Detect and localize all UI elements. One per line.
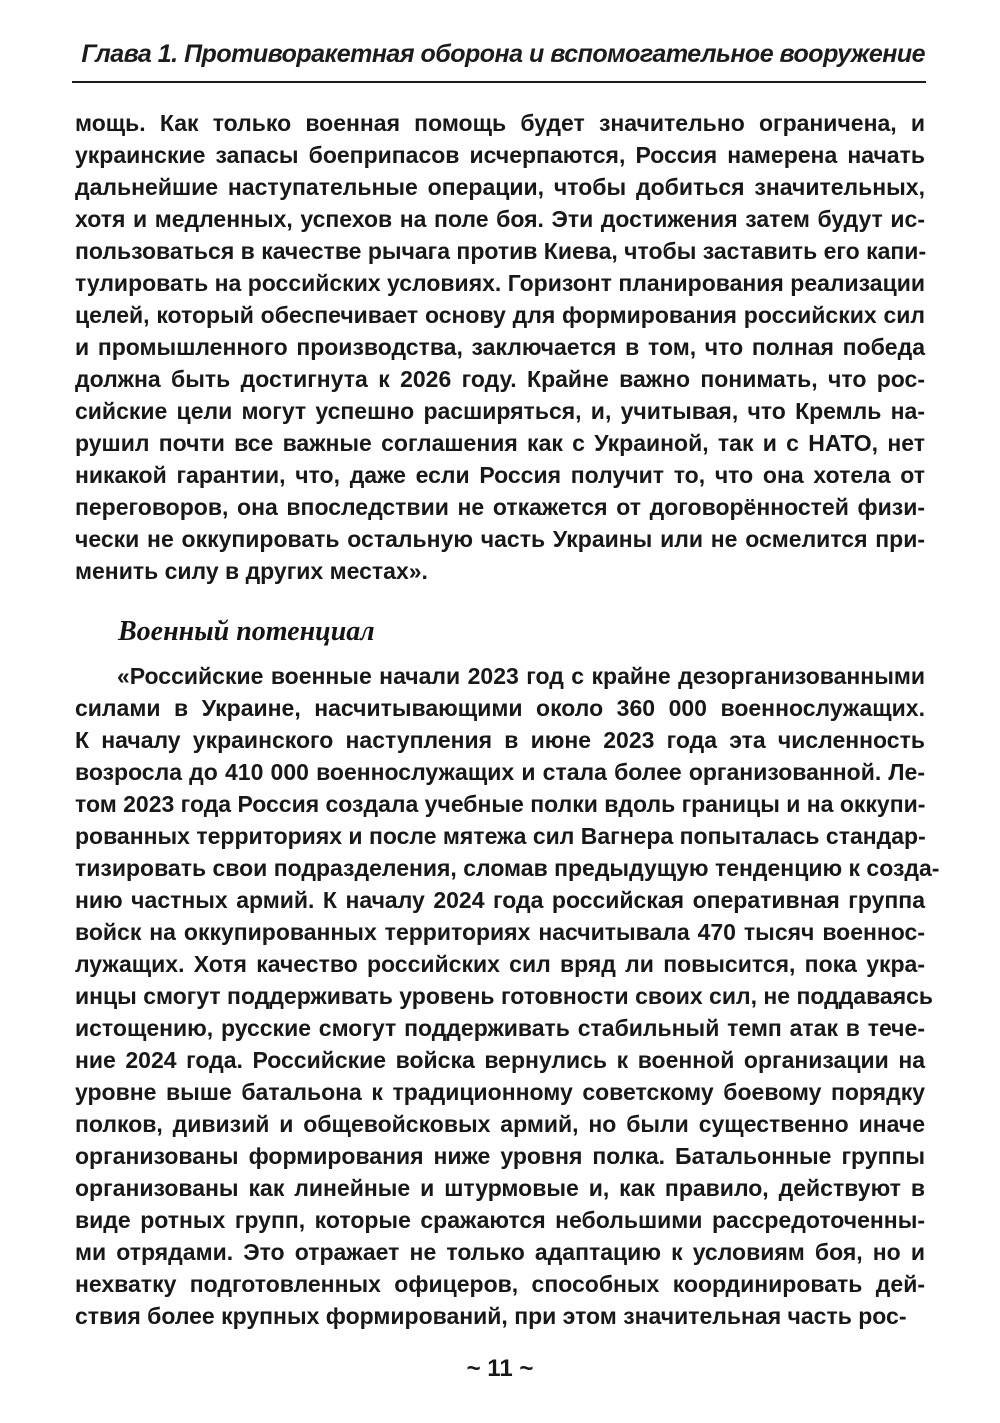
text-line: К началу украинского наступления в июне 2023 года эта численность	[75, 727, 925, 753]
text-line: целей, который обеспечивает основу для формирования российских сил	[75, 302, 925, 328]
text-line: том 2023 года Россия создала учебные полки вдоль границы и на оккупи-	[75, 791, 926, 817]
text-line: организованы как линейные и штурмовые и, как правило, действуют в	[75, 1175, 925, 1201]
paragraph-2	[75, 660, 940, 1332]
header-rule	[72, 81, 926, 83]
text-line: силами в Украине, насчитывающими около 360 000 военнослужащих.	[75, 695, 925, 721]
text-line: уровне выше батальона к традиционному советскому боевому порядку	[75, 1079, 925, 1105]
text-line: хотя и медленных, успехов на поле боя. Эти достижения затем будут ис-	[75, 206, 925, 232]
text-line: истощению, русские смогут поддерживать стабильный темп атак в тече-	[75, 1015, 925, 1041]
text-line: рованных территориях и после мятежа сил Вагнера попыталась стандар-	[75, 823, 926, 849]
text-line: менить силу в других местах».	[75, 558, 428, 584]
text-line: организованы формирования ниже уровня полка. Батальонные группы	[75, 1143, 925, 1169]
text-line: тизировать свои подразделения, сломав предыдущую тенденцию к созда-	[75, 855, 940, 881]
page-number: ~ 11 ~	[466, 1355, 534, 1382]
section-heading: Военный потенциал	[118, 616, 375, 647]
text-line: ми отрядами. Это отражает не только адаптацию к условиям боя, но и	[75, 1239, 925, 1265]
text-line: ние 2024 года. Российские войска вернулись к военной организации на	[75, 1047, 925, 1073]
text-line: «Российские военные начали 2023 год с крайне дезорганизованными	[117, 663, 925, 689]
text-line: нию частных армий. К началу 2024 года российская оперативная группа	[75, 887, 925, 913]
text-line: возросла до 410 000 военнослужащих и стала более организованной. Ле-	[75, 759, 925, 785]
text-line: никакой гарантии, что, даже если Россия получит то, что она хотела от	[75, 462, 925, 488]
text-line: ствия более крупных формирований, при этом значительная часть рос-	[75, 1303, 907, 1329]
text-line: должна быть достигнута к 2026 году. Крайне важно понимать, что рос-	[75, 366, 925, 392]
running-header: Глава 1. Противоракетная оборона и вспомогательное вооружение	[81, 40, 925, 68]
text-line: и промышленного производства, заключается в том, что полная победа	[75, 334, 925, 360]
text-line: тулировать на российских условиях. Горизонт планирования реализации	[75, 270, 925, 296]
text-line: лужащих. Хотя качество российских сил вряд ли повысится, пока укра-	[75, 951, 925, 977]
paragraph-1	[75, 107, 925, 587]
text-line: пользоваться в качестве рычага против Киева, чтобы заставить его капи-	[75, 238, 927, 264]
text-line: дальнейшие наступательные операции, чтобы добиться значительных,	[75, 174, 925, 200]
text-line: сийские цели могут успешно расширяться, и, учитывая, что Кремль на-	[75, 398, 925, 424]
text-line: переговоров, она впоследствии не откажется от договорённостей физи-	[75, 494, 925, 520]
text-line: полков, дивизий и общевойсковых армий, но были существенно иначе	[75, 1111, 925, 1137]
text-line: войск на оккупированных территориях насчитывала 470 тысяч военнос-	[75, 919, 925, 945]
text-line: нехватку подготовленных офицеров, способных координировать дей-	[75, 1271, 925, 1297]
text-line: мощь. Как только военная помощь будет значительно ограничена, и	[75, 110, 925, 136]
text-line: инцы смогут поддерживать уровень готовности своих сил, не поддаваясь	[75, 983, 934, 1009]
text-line: рушил почти все важные соглашения как с Украиной, так и с НАТО, нет	[75, 430, 925, 456]
text-line: чески не оккупировать остальную часть Украины или не осмелится при-	[75, 526, 925, 552]
text-line: виде ротных групп, которые сражаются небольшими рассредоточенны-	[75, 1207, 925, 1233]
text-line: украинские запасы боеприпасов исчерпаются, Россия намерена начать	[75, 142, 925, 168]
